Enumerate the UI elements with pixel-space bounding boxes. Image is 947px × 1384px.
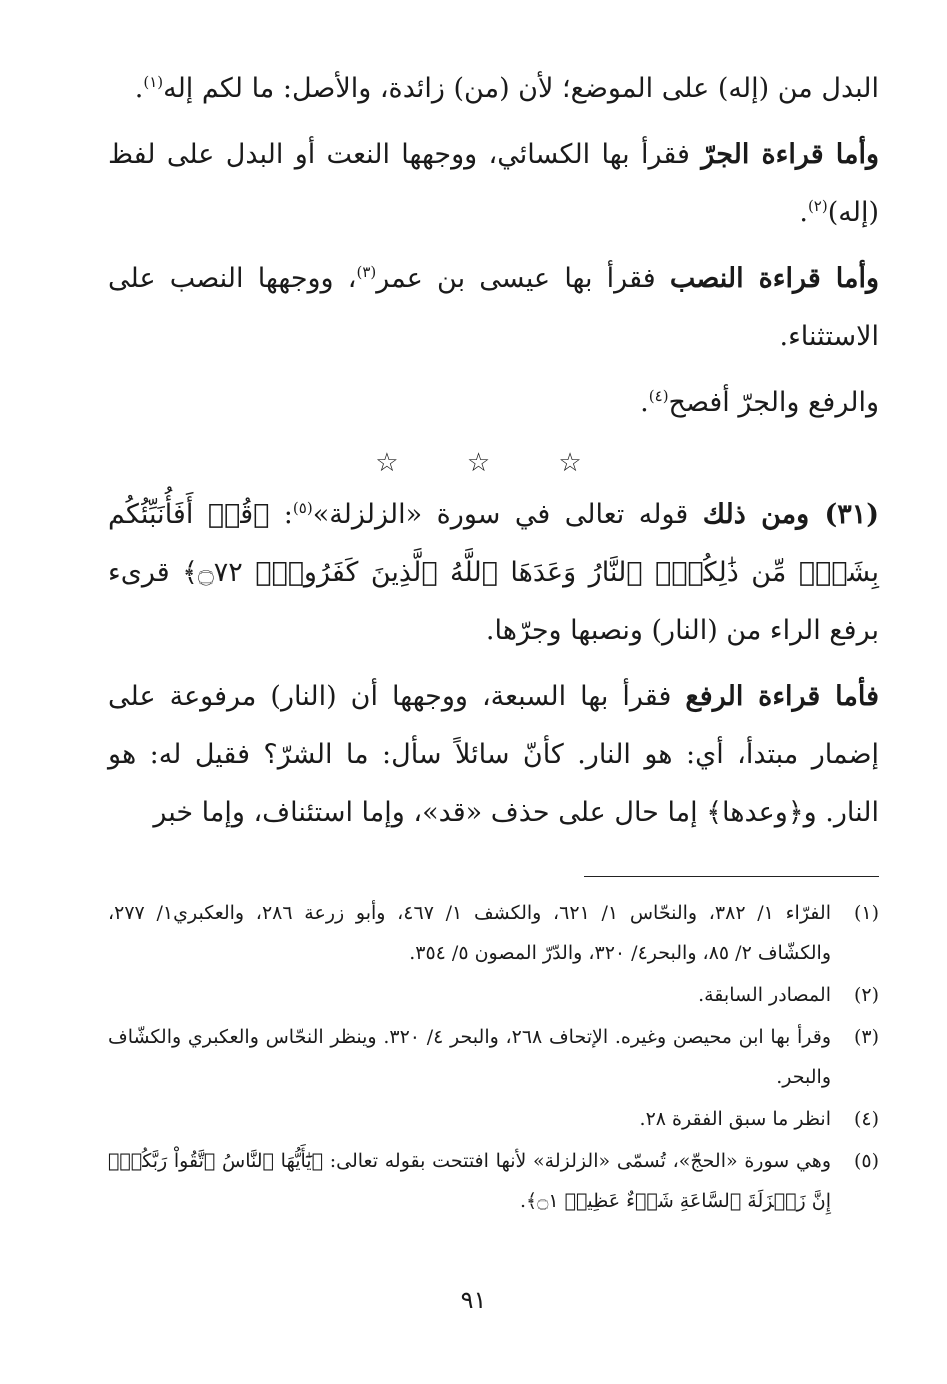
page-number: ٩١ — [460, 1286, 487, 1314]
paragraph-5-heading: ومن ذلك — [702, 499, 825, 530]
section-divider-stars: ☆ ☆ ☆ — [375, 448, 612, 478]
footnote-3 — [108, 1017, 879, 1097]
footnote-1 — [108, 893, 879, 973]
section-number: (٣١) — [824, 499, 880, 530]
paragraph-2: وأما قراءة الجرّ فقرأ بها الكسائي، ووجهها النعت أو البدل على لفظ (إله)$^{(٢)}$. — [108, 139, 880, 228]
paragraph-6-heading: فأما قراءة الرفع — [685, 681, 880, 712]
footnote-5 — [108, 1141, 879, 1221]
paragraph-5-text-cont: قرىء برفع الراء من (النار) ونصبها وجرّها. — [108, 557, 879, 646]
paragraph-3-text-cont: ، ووجهها النصب على الاستثناء. — [108, 263, 879, 352]
footnote-2-text: المصادر السابقة. — [698, 984, 831, 1006]
paragraph-3 — [108, 250, 879, 366]
footnote-2-number: (٢) — [853, 984, 879, 1006]
paragraph-6 — [108, 668, 879, 842]
footnote-4-number: (٤) — [853, 1108, 879, 1130]
paragraph-1-text: البدل من (إله) على الموضع؛ لأن (من) زائدة، والأصل: ما لكم إله — [163, 73, 879, 104]
footnote-ref-5[interactable]: (٥) — [292, 499, 313, 517]
paragraph-5-text: قوله تعالى في سورة «الزلزلة» — [312, 499, 703, 530]
footnotes — [108, 893, 879, 1221]
footnote-2 — [108, 975, 879, 1015]
footnote-5-number: (٥) — [853, 1150, 879, 1172]
footnote-ref-4[interactable]: (٤) — [648, 387, 669, 405]
paragraph-2-heading: وأما قراءة الجرّ — [701, 139, 880, 170]
paragraph-6-text: فقرأ بها السبعة، ووجهها أن (النار) مرفوعة على إضمار مبتدأ، أي: هو النار. كأنّ سائلاً سأل: ما الشرّ؟ فقيل له: هو النار. و﴿وعدها﴾ إما حال على حذف «قد»، وإما استئناف، وإما خبر — [108, 681, 879, 828]
paragraph-5 — [108, 486, 879, 660]
paragraph-1: البدل من (إله) على الموضع؛ لأن (من) زائدة، والأصل: ما لكم إله$^{(١)}$. — [134, 73, 879, 104]
footnote-1-number: (١) — [853, 902, 879, 924]
paragraph-3-text: فقرأ بها عيسى بن عمر — [376, 263, 670, 294]
footnote-4 — [108, 1099, 879, 1139]
paragraph-3-heading: وأما قراءة النصب — [669, 263, 879, 294]
footnote-4-text: انظر ما سبق الفقرة ٢٨. — [639, 1108, 831, 1130]
paragraph-2-text: فقرأ بها الكسائي، ووجهها النعت أو البدل على لفظ (إله) — [108, 139, 879, 228]
footnote-3-text: وقرأ بها ابن محيصن وغيره. الإتحاف ٢٦٨، والبحر ٤/ ٣٢٠. وينظر النحّاس والعكبري والكشّاف والبحر. — [108, 1026, 831, 1088]
quran-verse: ﴿قُلۡ أَفَأُنَبِّئُكُم بِشَرّٖ مِّن ذَٰلِكُمُۗ ٱلنَّارُ وَعَدَهَا ٱللَّهُ ٱلَّذِينَ كَفَرُواْۖ ۝٧٢﴾ — [108, 499, 879, 588]
footnote-1-text: الفرّاء ١/ ٣٨٢، والنحّاس ١/ ٦٢١، والكشف ١/ ٤٦٧، وأبو زرعة ٢٨٦، والعكبري١/ ٢٧٧، والكشّاف ٢/ ٨٥، والبحر٤/ ٣٢٠، والدّرّ المصون ٥/ ٣٥٤. — [108, 902, 831, 964]
footnote-ref-2[interactable]: (٢) — [807, 197, 828, 215]
footnote-ref-1[interactable]: (١) — [143, 73, 164, 91]
footnote-separator — [584, 876, 879, 877]
paragraph-4: والرفع والجرّ أفصح$^{(٤)}$. — [640, 387, 879, 418]
footnote-3-number: (٣) — [853, 1026, 879, 1048]
paragraph-4-text: والرفع والجرّ أفصح — [668, 387, 879, 418]
paragraph-5-colon: : — [269, 499, 293, 530]
footnote-ref-3[interactable]: (٣) — [356, 263, 377, 281]
footnote-5-text: وهي سورة «الحجّ»، تُسمّى «الزلزلة» لأنها افتتحت بقوله تعالى: ﴿يَٰٓأَيُّهَا ٱلنَّاسُ ٱتَّقُواْ رَبَّكُمۡۚ إِنَّ زَلۡزَلَةَ ٱلسَّاعَةِ شَيۡءٌ عَظِيمٞ ۝١﴾. — [108, 1150, 831, 1212]
